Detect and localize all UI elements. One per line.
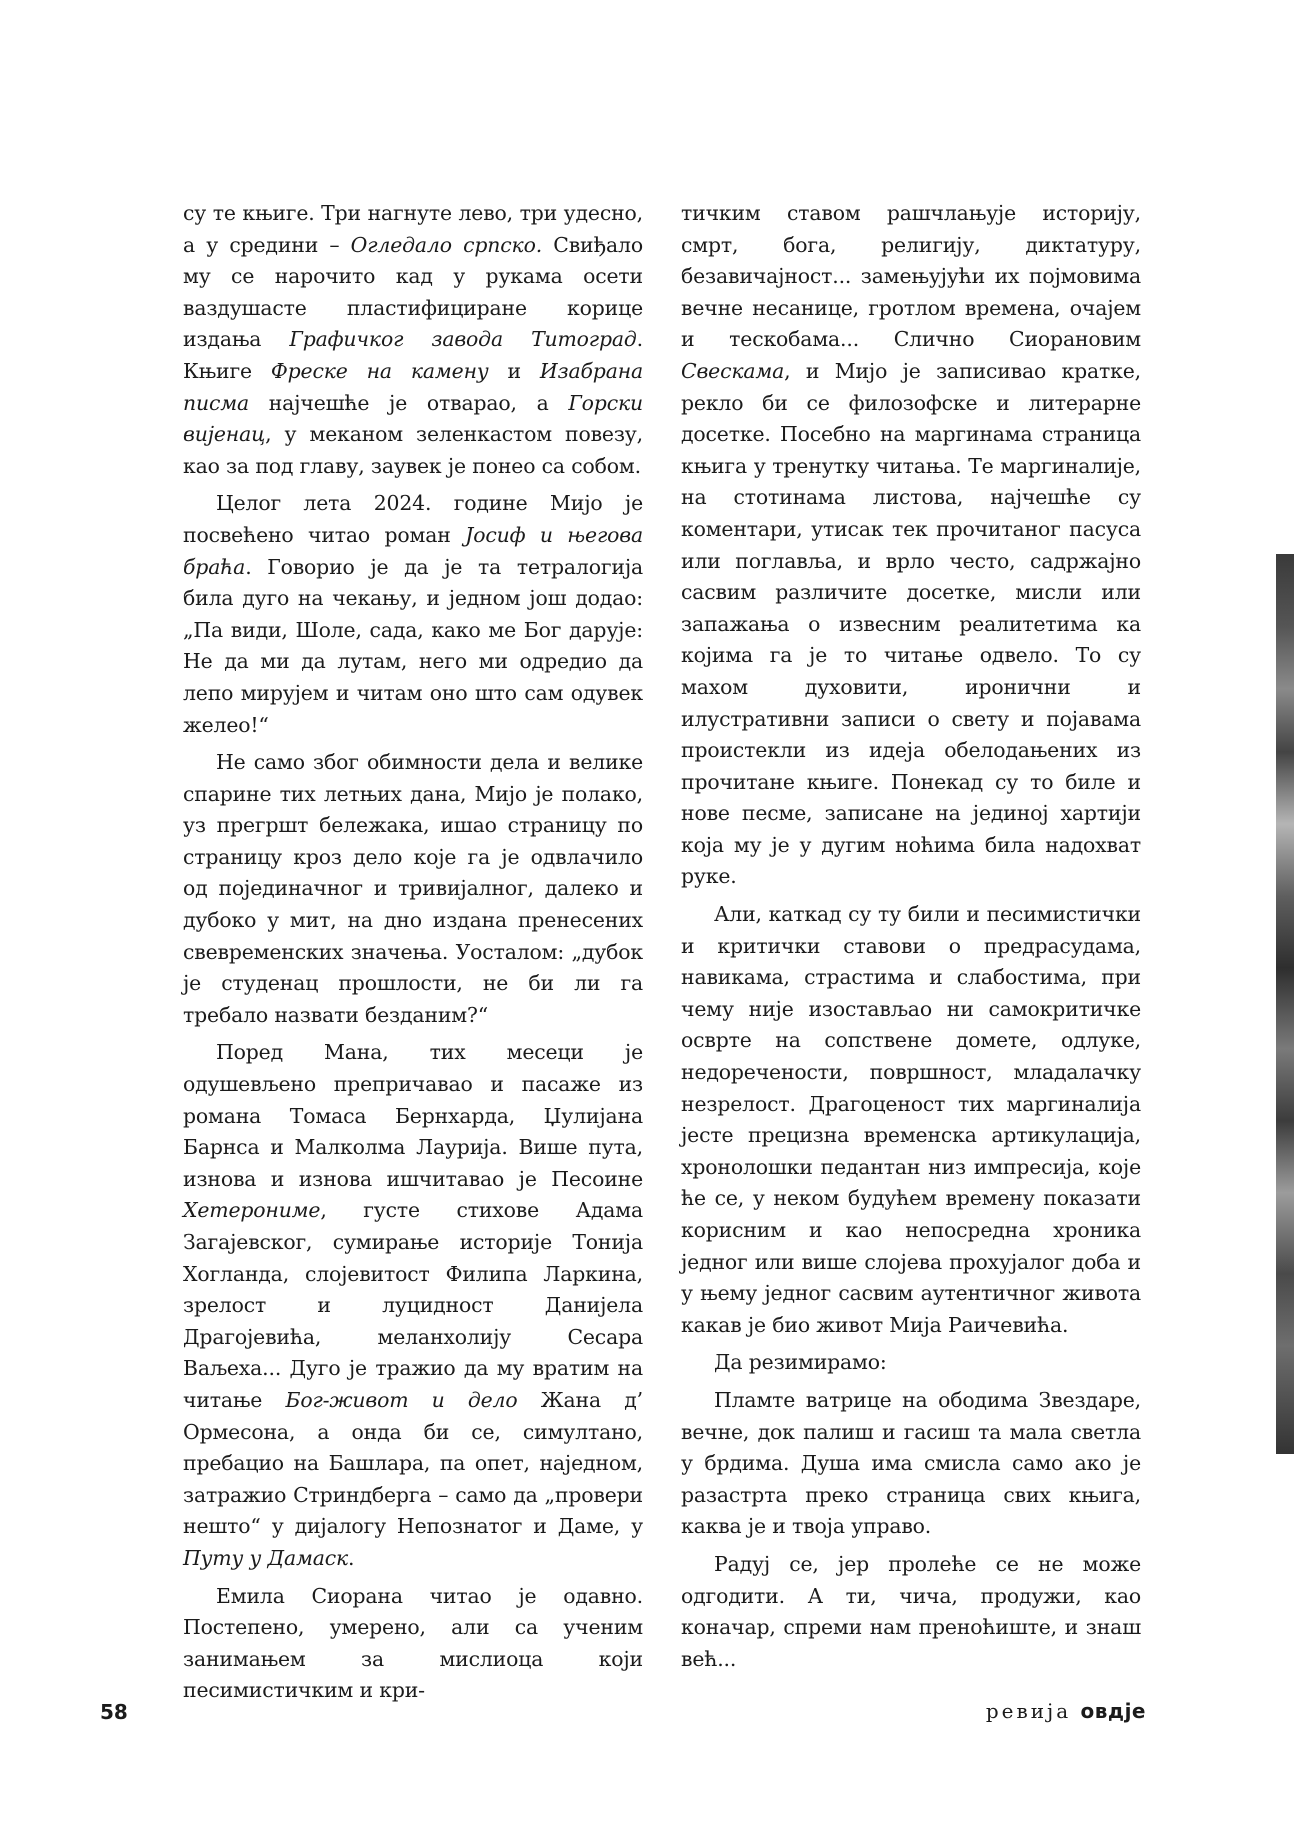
paragraph: Али, каткад су ту били и песимистички и критички ставови о предрасудама, навикама, страстима и слабостима, при чему није изостављао ни самокритичке осврте на сопствене домете, одлуке, недоречености, површност, младалачку незрелост. Драгоценост тих маргиналија јесте прецизна временска артикулација, хронолошки педантан низ импресија, које ће се, у неком будућем времену показати корисним и као непосредна хроника једног или више слојева прохујалог доба и у њему једног сасвим аутентичног живота какав је био живот Мија Раичевића. [681,902,1141,1337]
magazine-name [986,1699,1146,1723]
page-edge-photo-strip [1276,554,1294,1454]
paragraph: Целог лета 2024. године Мијо је посвећено читао роман Јосиф и његова браћа. Говорио је да је та тетралогија била дуго на чекању, и једном још додао: „Па види, Шоле, сада, како ме Бог дарује: Не да ми да лутам, него ми одредио да лепо мирујем и читам оно што сам одувек желео!“ [183,491,643,737]
magazine-prefix: ревија [985,1699,1072,1723]
paragraph: Поред Мана, тих месеци је одушевљено препричавао и пасаже из романа Томаса Бернхарда, Џулијана Барнса и Малколма Лаурија. Више пута, изнова и изнова ишчитавао је Песоине Хетерониме, густе стихове Адама Загајевског, сумирање историје Тонија Хогланда, слојевитост Филипа Ларкина, зрелост и луцидност Данијела Драгојевића, меланхолију Сесара Ваљеха... Дуго је тражио да му вратим на читање Бог-живот и дело Жана д’ Ормесона, а онда би се, симултано, пребацио на Башлара, па опет, наједном, затражио Стриндберга – само да „провери нешто“ у дијалогу Непознатог и Даме, у Путу у Дамаск. [183,1040,643,1570]
paragraph: Радуј се, јер пролеће се не може одгодити. А ти, чича, продужи, као коначар, спреми нам преноћиште, и знаш већ... [681,1551,1141,1671]
paragraph: Да резимирамо: [714,1350,887,1375]
right-column [681,198,1141,1681]
left-column [183,198,643,1713]
paragraph: Не само због обимности дела и велике спарине тих летњих дана, Мијо је полако, уз прегршт бележака, ишао страницу по страницу кроз дело које га је одвлачило од појединачног и тривијалног, далеко и дубоко у мит, на дно издана пренесених свевременских значења. Уосталом: „дубок је студенац прошлости, не би ли га требало назвати бездaним?“ [183,750,643,1027]
paragraph: Емила Сиорана читао је одавно. Постепено, умерено, али са ученим занимањем за мислиоца који песимистичким и кри- [183,1583,643,1703]
paragraph: тичким ставом рашчлањује историју, смрт, бога, религију, диктатуру, безавичајност... замењујући их појмовима вечне несанице, гротлом времена, очајем и тескобама... Слично Сиорановим Свескама, и Мијо је записивао кратке, рекло би се филозофске и литерарне досетке. Посебно на маргинама страница књига у тренутку читања. Те маргиналије, на стотинама листова, најчешће су коментари, утисак тек прочитаног пасуса или поглавља, и врло често, садржајно сасвим различите досетке, мисли или запажања о извесним реалитетима ка којима га је то читање одвело. То су махом духовити, иронични и илустративни записи о свету и појавама проистекли из идеја обелодањених из прочитане књиге. Понекад су то биле и нове песме, записане на јединој хартији која му је у дугим ноћима била надохват руке. [681,201,1141,889]
page-number: 58 [100,1700,128,1724]
paragraph: су те књиге. Три нагнуте лево, три удесно, а у средини – Огледало српско. Свиђало му се нарочито кад у рукама осети ваздушасте пластифициране корице издања Графичког завода Титоград. Књиге Фреске на камену и Изабрана писма најчешће је отварао, а Горски вијенац, у меканом зеленкастом повезу, као за под главу, заувек је понео са собом. [183,201,643,478]
magazine-title: овдје [1080,1699,1146,1723]
paragraph: Пламте ватрице на ободима Звездаре, вечне, док палиш и гасиш та мала светла у брдима. Душа има смисла само ако је разастрта преко страница свих књига, каква је и твоја управо. [681,1387,1141,1539]
